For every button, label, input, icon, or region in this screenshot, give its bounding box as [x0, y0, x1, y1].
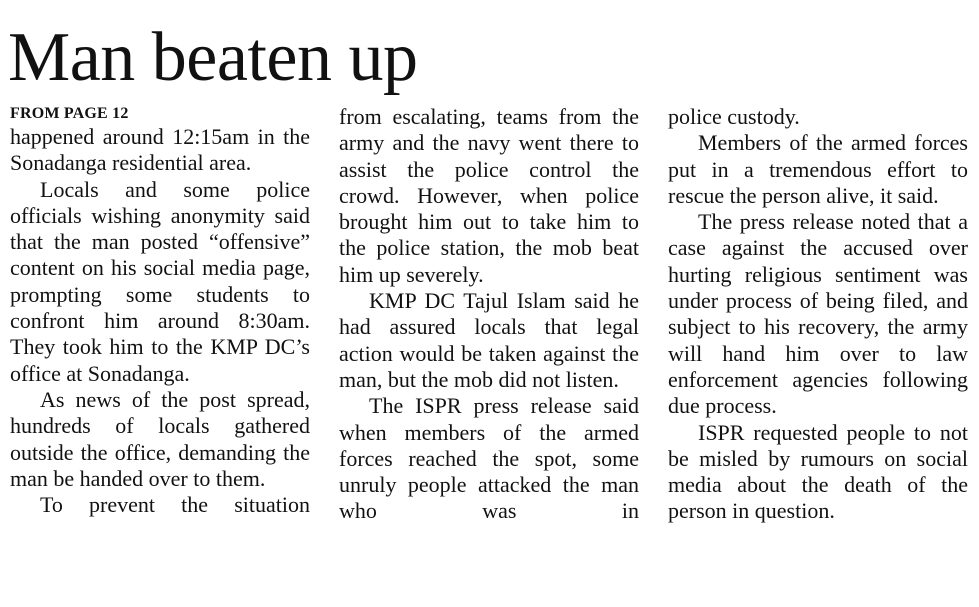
- article-column-2: [339, 104, 639, 525]
- continuation-kicker: FROM PAGE 12: [10, 105, 129, 122]
- article-column-3: [668, 104, 968, 525]
- paragraph: ISPR requested people to not be misled by rumours on social media about the death of the person in question.: [668, 419, 968, 524]
- headline: Man beaten up: [8, 19, 418, 96]
- paragraph: The press release noted that a case against the accused over hurting religious sentiment was under process of being filed, and subject to his recovery, the army will hand him over to law enforcement agencies following due process.: [668, 209, 968, 419]
- paragraph: To prevent the situation: [40, 492, 310, 518]
- paragraph: happened around 12:15am in the Sonadanga residential area.: [10, 124, 310, 176]
- paragraph: As news of the post spread, hundreds of locals gathered outside the office, demanding the man be handed over to them.: [10, 386, 310, 491]
- article-column-1: [10, 104, 310, 518]
- paragraph: The ISPR press release said when members of the armed forces reached the spot, some unruly people attacked the man who was in: [339, 393, 639, 524]
- paragraph: KMP DC Tajul Islam said he had assured locals that legal action would be taken against the man, but the mob did not listen.: [339, 288, 639, 392]
- paragraph: Locals and some police officials wishing anonymity said that the man posted “offensive” content on his social media page, prompting some students to confront him around 8:30am. They took him to the KMP DC’s office at Sonadanga.: [10, 176, 310, 386]
- paragraph: Members of the armed forces put in a tremendous effort to rescue the person alive, it said.: [668, 130, 968, 208]
- paragraph: police custody.: [668, 104, 800, 129]
- paragraph: from escalating, teams from the army and the navy went there to assist the police control the crowd. However, when police brought him out to take him to the police station, the mob beat him up severely.: [339, 104, 639, 287]
